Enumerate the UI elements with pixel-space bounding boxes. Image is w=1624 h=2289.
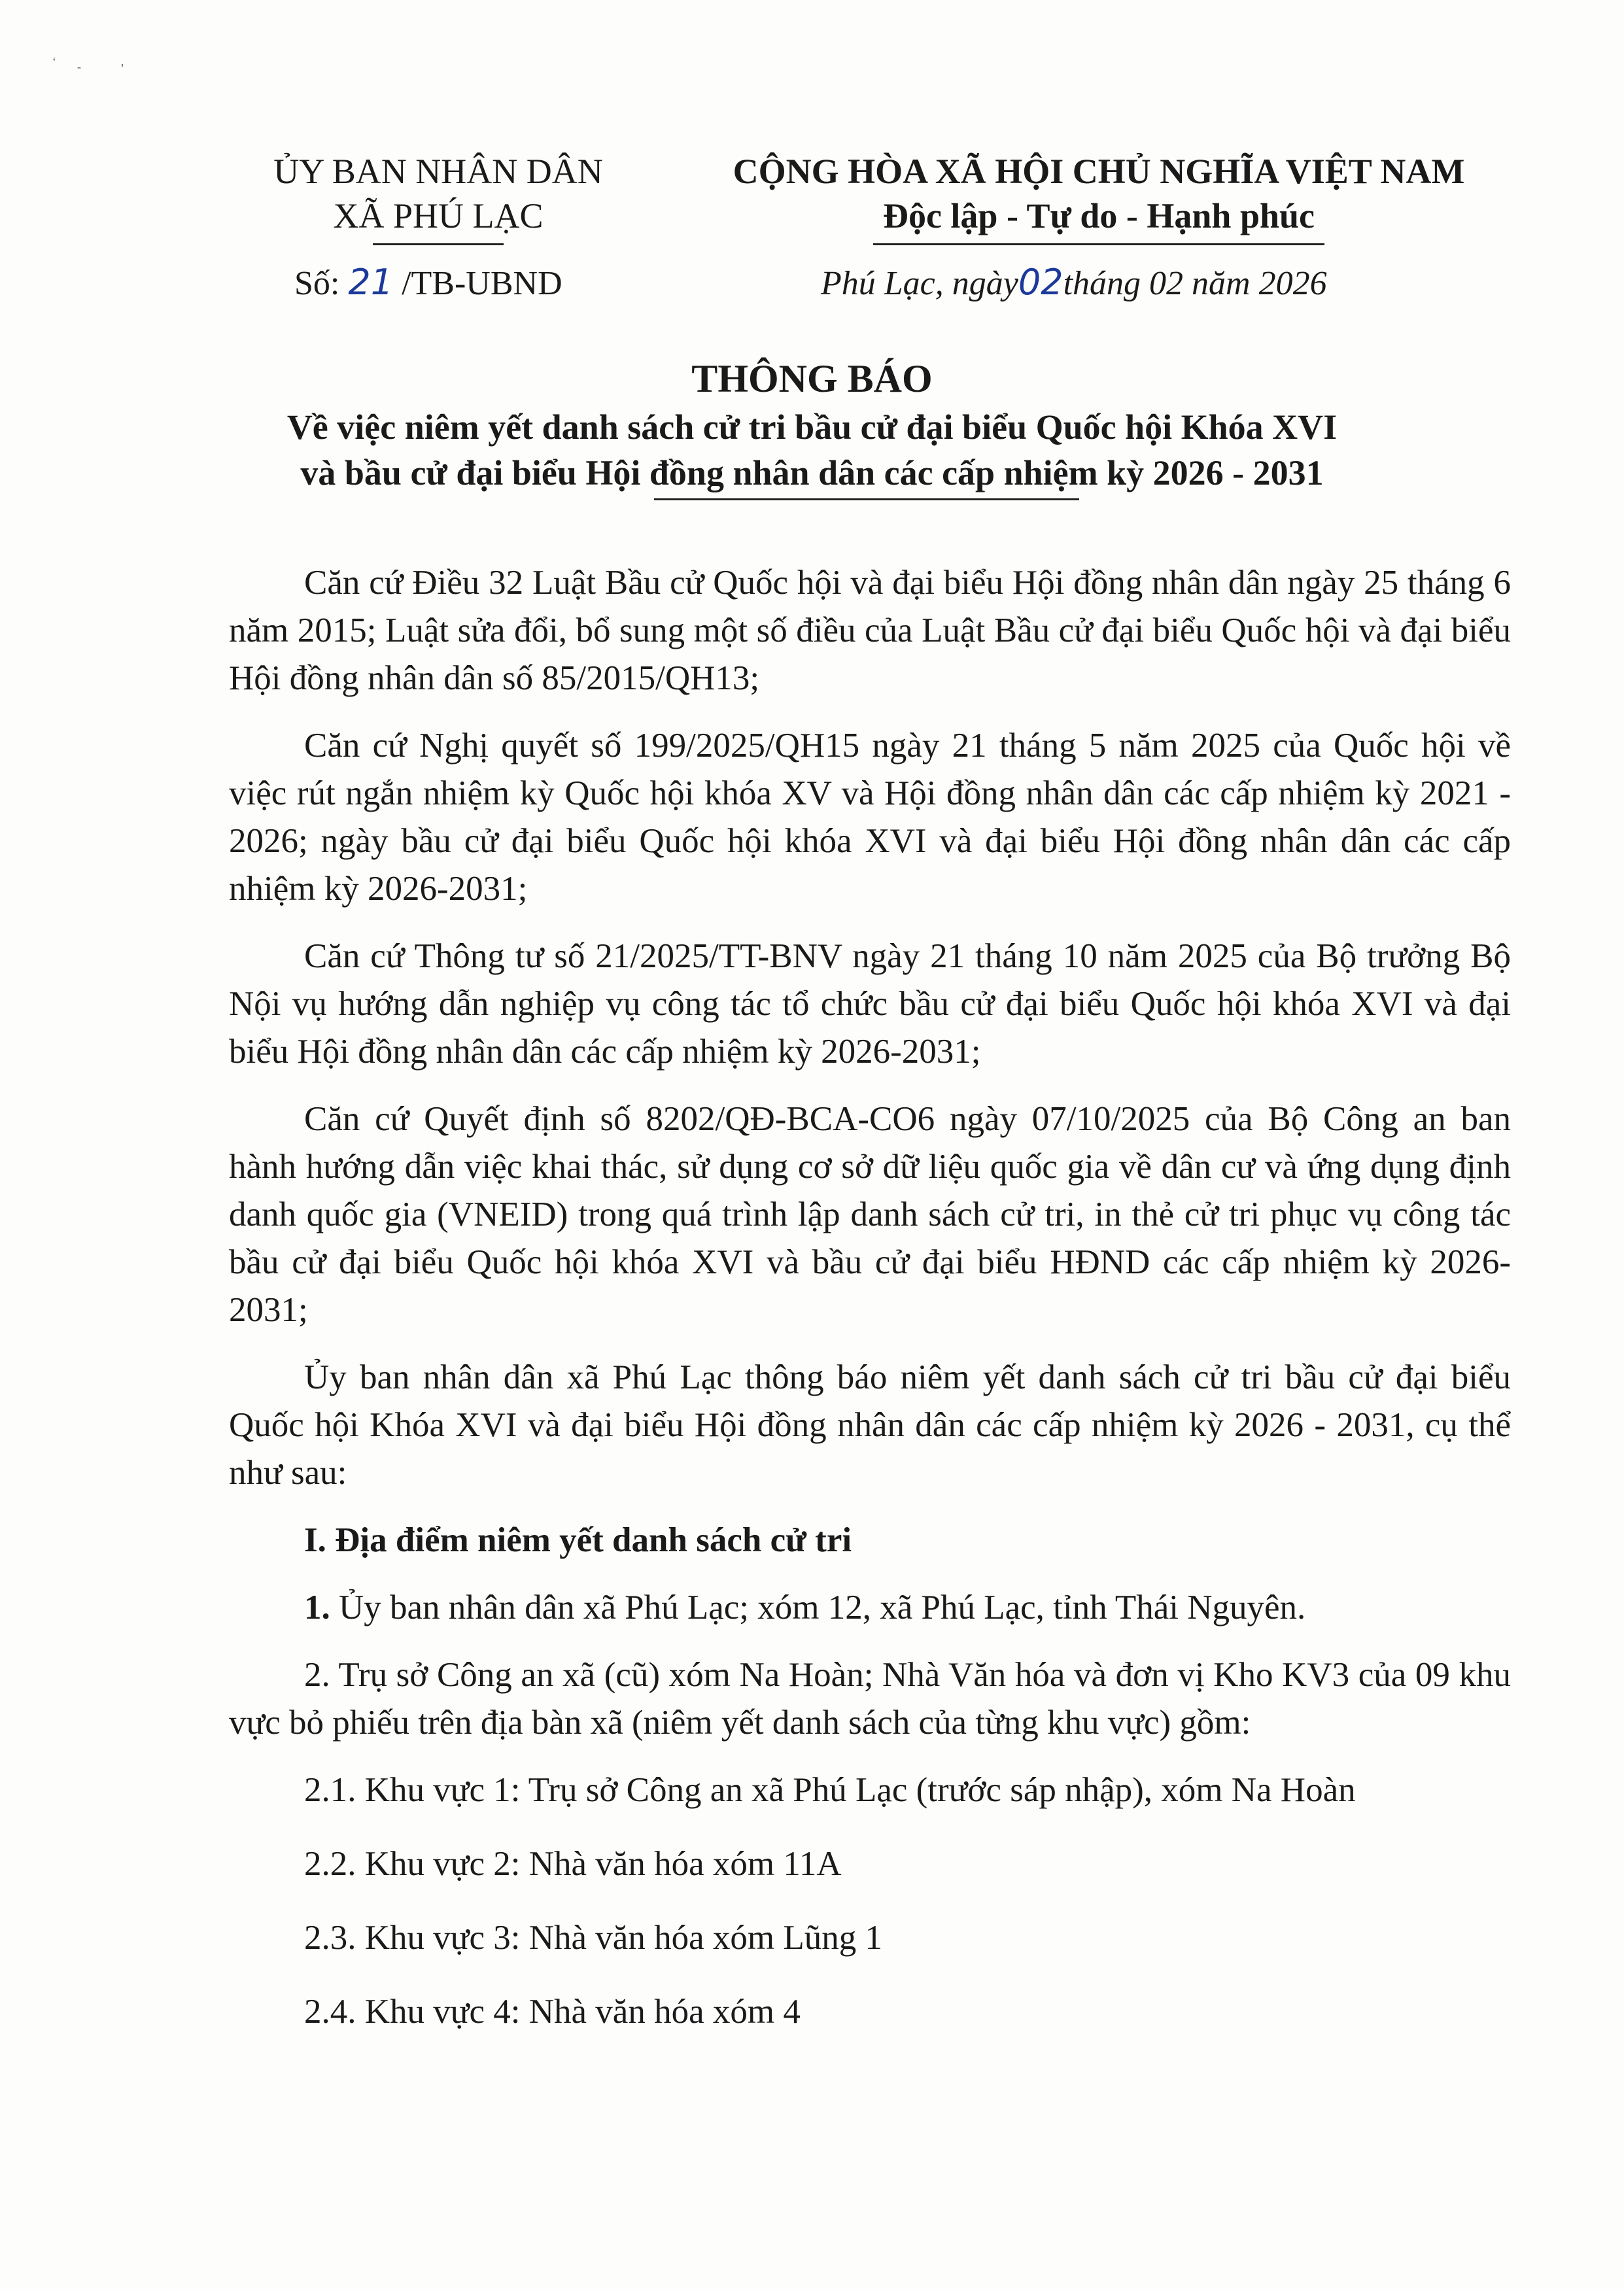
document-subtitle-line2: và bầu cử đại biểu Hội đồng nhân dân các cấp nhiệm kỳ 2026 - 2031 — [300, 453, 1324, 492]
sub-list-item: 2.2. Khu vực 2: Nhà văn hóa xóm 11A — [304, 1845, 842, 1883]
handwritten-number: 21 — [348, 262, 394, 303]
place-prefix: Phú Lạc, ngày — [821, 265, 1018, 302]
list-item-number: 1. — [304, 1589, 330, 1626]
date-suffix: tháng 02 năm 2026 — [1063, 265, 1327, 302]
number-suffix: /TB-UBND — [402, 265, 562, 302]
list-item-text: Ủy ban nhân dân xã Phú Lạc; xóm 12, xã Phú Lạc, tỉnh Thái Nguyên. — [339, 1589, 1306, 1626]
sub-list-item: 2.4. Khu vực 4: Nhà văn hóa xóm 4 — [304, 1993, 801, 2031]
scan-speck: ‘ — [52, 55, 56, 68]
authority-underline — [373, 243, 504, 245]
title-underline — [654, 498, 1079, 500]
handwritten-day: 02 — [1018, 262, 1063, 303]
legal-basis-paragraph: Căn cứ Điều 32 Luật Bầu cử Quốc hội và đại biểu Hội đồng nhân dân ngày 25 tháng 6 năm 2015; Luật sửa đổi, bổ sung một số điều của Luật Bầu cử đại biểu Quốc hội và đại biểu Hội đồng nhân dân số 85/2015/QH13; — [229, 564, 1511, 697]
announcement-paragraph: Ủy ban nhân dân xã Phú Lạc thông báo niêm yết danh sách cử tri bầu cử đại biểu Quốc hội Khóa XVI và đại biểu Hội đồng nhân dân các cấp nhiệm kỳ 2026 - 2031, cụ thể như sau: — [229, 1358, 1511, 1492]
motto-underline — [873, 243, 1324, 245]
number-prefix: Số: — [294, 265, 340, 302]
motto: Độc lập - Tự do - Hạnh phúc — [882, 196, 1315, 235]
sub-list-item: 2.1. Khu vực 1: Trụ sở Công an xã Phú Lạc (trước sáp nhập), xóm Na Hoàn — [304, 1771, 1356, 1809]
list-item-1 — [229, 1584, 1511, 1632]
document-body — [229, 559, 1511, 2062]
national-motto — [719, 149, 1478, 245]
issuing-authority — [222, 149, 654, 245]
section-heading: I. Địa điểm niêm yết danh sách cử tri — [304, 1521, 852, 1559]
country-name: CỘNG HÒA XÃ HỘI CHỦ NGHĨA VIỆT NAM — [733, 152, 1465, 191]
document-number — [294, 262, 562, 303]
legal-basis-paragraph: Căn cứ Nghị quyết số 199/2025/QH15 ngày 21 tháng 5 năm 2025 của Quốc hội về việc rút ngắn nhiệm kỳ Quốc hội khóa XV và Hội đồng nhân dân các cấp nhiệm kỳ 2021 - 2026; ngày bầu cử đại biểu Quốc hội khóa XVI và đại biểu Hội đồng nhân dân các cấp nhiệm kỳ 2026-2031; — [229, 727, 1511, 908]
place-and-date — [821, 262, 1327, 303]
document-title: THÔNG BÁO — [691, 357, 933, 400]
document-subtitle-line1: Về việc niêm yết danh sách cử tri bầu cử đại biểu Quốc hội Khóa XVI — [286, 407, 1338, 447]
list-item-2: 2. Trụ sở Công an xã (cũ) xóm Na Hoàn; Nhà Văn hóa và đơn vị Kho KV3 của 09 khu vực bỏ phiếu trên địa bàn xã (niêm yết danh sách của từng khu vực) gồm: — [229, 1656, 1511, 1742]
document-title-block — [0, 353, 1624, 500]
legal-basis-paragraph: Căn cứ Thông tư số 21/2025/TT-BNV ngày 21 tháng 10 năm 2025 của Bộ trưởng Bộ Nội vụ hướng dẫn nghiệp vụ công tác tổ chức bầu cử đại biểu Quốc hội khóa XVI và đại biểu Hội đồng nhân dân các cấp nhiệm kỳ 2026-2031; — [229, 937, 1511, 1071]
authority-name: ỦY BAN NHÂN DÂN — [273, 152, 603, 191]
sub-list-item: 2.3. Khu vực 3: Nhà văn hóa xóm Lũng 1 — [304, 1919, 882, 1957]
legal-basis-paragraph: Căn cứ Quyết định số 8202/QĐ-BCA-CO6 ngày 07/10/2025 của Bộ Công an ban hành hướng dẫn việc khai thác, sử dụng cơ sở dữ liệu quốc gia về dân cư và ứng dụng định danh quốc gia (VNEID) trong quá trình lập danh sách cử tri, in thẻ cử tri phục vụ công tác bầu cử đại biểu Quốc hội khóa XVI và bầu cử đại biểu HĐND các cấp nhiệm kỳ 2026-2031; — [229, 1100, 1511, 1329]
scan-speck: ’ — [120, 61, 124, 75]
commune-name: XÃ PHÚ LẠC — [333, 196, 544, 235]
scan-speck: - — [77, 60, 81, 73]
